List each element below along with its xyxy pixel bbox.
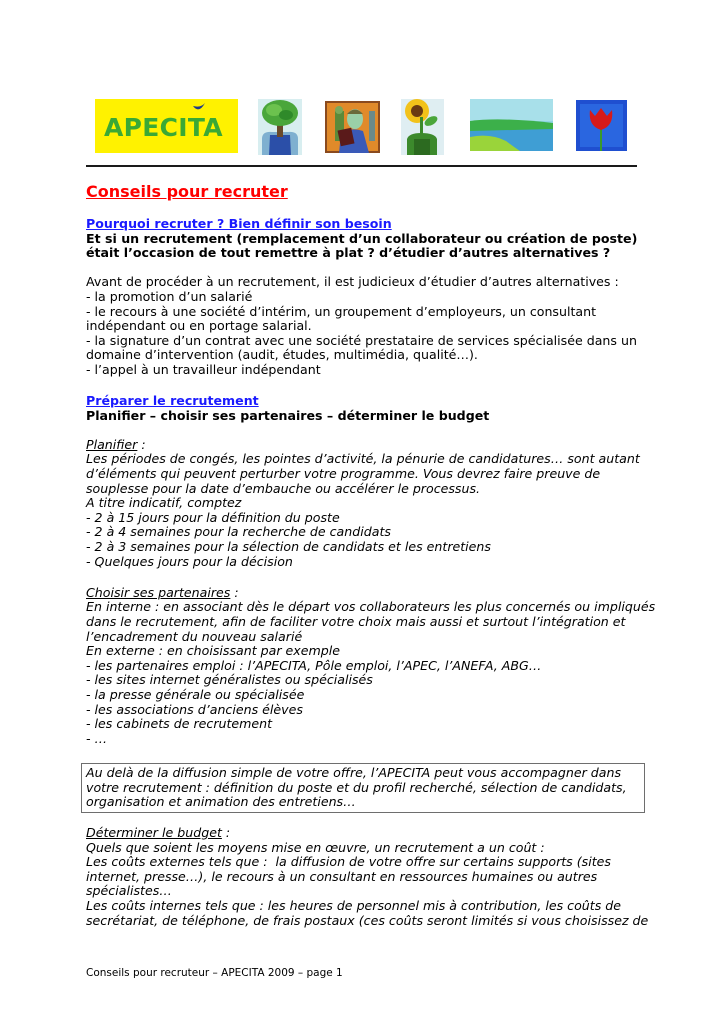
apecita-logo	[95, 99, 238, 153]
section2-subheading: Planifier – choisir ses partenaires – déterminer le budget	[86, 407, 490, 423]
sunflower-illustration-image	[401, 99, 444, 155]
body-line: Avant de procéder à un recrutement, il est judicieux d’étudier d’autres alternatives :	[86, 274, 619, 290]
planifier-line: - Quelques jours pour la décision	[86, 553, 293, 569]
budget-line: spécialistes…	[86, 883, 172, 899]
partenaires-line: dans le recrutement, afin de faciliter votre choix mais aussi et surtout l’intégration et	[86, 614, 626, 629]
partenaires-line: - les partenaires emploi : l’APECITA, Pôle emploi, l’APEC, l’ANEFA, ABG…	[86, 657, 542, 673]
planifier-label: Planifier	[86, 436, 138, 452]
partenaires-line: l’encadrement du nouveau salarié	[86, 628, 303, 644]
budget-line: internet, presse…), le recours à un consultant en ressources humaines ou autres	[86, 868, 598, 884]
apecita-callout-box	[81, 763, 645, 813]
partenaires-line: En interne : en associant dès le départ vos collaborateurs les plus concernés ou impliqués	[86, 599, 656, 615]
page-title: Conseils pour recruter	[86, 182, 288, 201]
body-line: - le recours à une société d’intérim, un groupement d’employeurs, un consultant	[86, 303, 597, 319]
label-suffix: :	[230, 584, 239, 600]
budget-line: Les coûts internes tels que : les heures de personnel mis à contribution, les coûts de	[86, 898, 622, 913]
budget-label-line	[86, 826, 230, 841]
body-line: - la signature d’un contrat avec une société prestataire de services spécialisée dans un	[86, 332, 637, 348]
planifier-line: - 2 à 3 semaines pour la sélection de candidats et les entretiens	[86, 539, 491, 554]
section2-heading-link[interactable]: Préparer le recrutement	[86, 393, 259, 408]
planifier-line: - 2 à 15 jours pour la définition du poste	[86, 509, 340, 525]
section1-heading-link[interactable]: Pourquoi recruter ? Bien définir son besoin	[86, 216, 392, 231]
section1-subheading-line: était l’occasion de tout remettre à plat ? d’étudier d’autres alternatives ?	[86, 245, 611, 261]
partenaires-label-line	[86, 586, 239, 601]
planifier-line: souplesse pour la date d’embauche ou accélérer le processus.	[86, 480, 481, 496]
header-divider	[86, 165, 637, 167]
planifier-line: A titre indicatif, comptez	[86, 495, 242, 511]
body-line: - l’appel à un travailleur indépendant	[86, 362, 321, 377]
budget-line: Les coûts externes tels que : la diffusion de votre offre sur certains supports (sites	[86, 854, 611, 870]
page-footer: Conseils pour recruteur – APECITA 2009 – page 1	[86, 967, 343, 979]
callout-line: organisation et animation des entretiens…	[86, 794, 356, 810]
partenaires-line: - les sites internet généralistes ou spécialisés	[86, 672, 373, 688]
budget-line: Quels que soient les moyens mise en œuvre, un recrutement a un coût :	[86, 839, 545, 855]
planifier-label-line	[86, 438, 146, 453]
header-banner	[0, 0, 724, 170]
tulip-illustration-image	[576, 100, 627, 151]
landscape-illustration-image	[470, 99, 553, 151]
farmer-with-book-image	[325, 101, 380, 153]
logo-text: APECITA	[104, 113, 223, 142]
section2-heading-block	[86, 394, 259, 409]
planifier-line: Les périodes de congés, les pointes d’activité, la pénurie de candidatures… sont autant	[86, 451, 640, 467]
body-line: - la promotion d’un salarié	[86, 289, 253, 304]
budget-label: Déterminer le budget	[86, 825, 222, 840]
partenaires-line: - les cabinets de recrutement	[86, 716, 273, 732]
body-line: domaine d’intervention (audit, études, multimédia, qualité…).	[86, 347, 478, 363]
partenaires-line: - les associations d’anciens élèves	[86, 701, 303, 717]
partenaires-line: En externe : en choisissant par exemple	[86, 643, 341, 659]
partenaires-line: - la presse générale ou spécialisée	[86, 687, 305, 702]
partenaires-line: - …	[86, 730, 108, 746]
tree-illustration-image	[258, 99, 302, 155]
section1-heading-block	[86, 217, 392, 232]
callout-line: votre recrutement : définition du poste et du profil recherché, sélection de candidats,	[86, 779, 627, 795]
planifier-line: d’éléments qui peuvent perturber votre programme. Vous devrez faire preuve de	[86, 466, 601, 481]
label-suffix: :	[221, 825, 231, 840]
section1-subheading-line: Et si un recrutement (remplacement d’un collaborateur ou création de poste)	[86, 230, 638, 246]
callout-line: Au delà de la diffusion simple de votre offre, l’APECITA peut vous accompagner dans	[86, 765, 622, 780]
label-suffix: :	[137, 436, 146, 452]
body-line: indépendant ou en portage salarial.	[86, 318, 312, 334]
budget-line: secrétariat, de téléphone, de frais postaux (ces coûts seront limités si vous choisissez de	[86, 912, 649, 928]
planifier-line: - 2 à 4 semaines pour la recherche de candidats	[86, 524, 391, 540]
partenaires-label: Choisir ses partenaires	[86, 584, 231, 600]
